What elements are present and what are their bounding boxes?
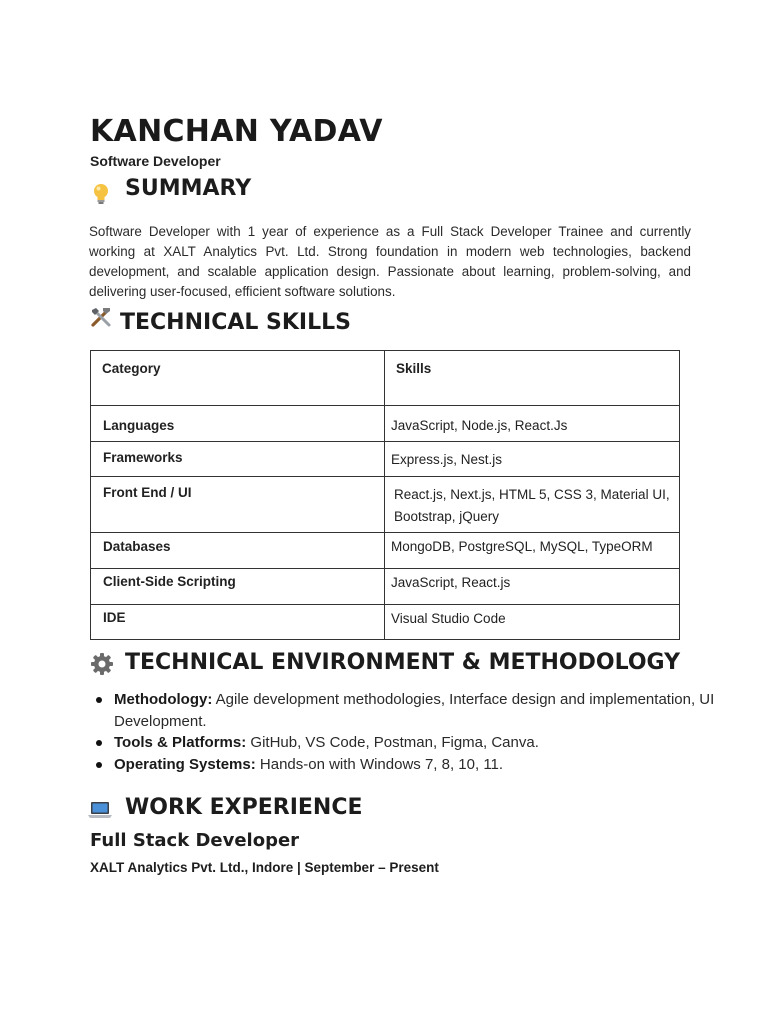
skill-category: Databases xyxy=(91,533,385,569)
table-row xyxy=(91,406,680,442)
table-row xyxy=(91,442,680,477)
table-row xyxy=(91,477,680,533)
skill-values: MongoDB, PostgreSQL, MySQL, TypeORM xyxy=(385,533,680,569)
summary-text: Software Developer with 1 year of experience as a Full Stack Developer Trainee and currently working at XALT Analytics Pvt. Ltd. Strong foundation in modern web technologies, backend development, and scalable application design. Passionate about learning, problem-solving, and delivering user-focused, efficient software solutions. xyxy=(89,224,691,299)
table-row xyxy=(91,533,680,569)
summary-heading: SUMMARY xyxy=(125,176,252,201)
skill-values: Visual Studio Code xyxy=(385,605,680,640)
item-label: Tools & Platforms: xyxy=(114,734,247,751)
skills-table xyxy=(90,350,680,640)
bullet-icon xyxy=(96,697,102,703)
skill-values: JavaScript, Node.js, React.Js xyxy=(385,406,680,442)
skills-heading: TECHNICAL SKILLS xyxy=(120,310,351,335)
skill-values: JavaScript, React.js xyxy=(385,569,680,605)
gear-icon xyxy=(90,652,114,676)
column-header-category: Category xyxy=(91,351,385,406)
skill-values: React.js, Next.js, HTML 5, CSS 3, Material UI, Bootstrap, jQuery xyxy=(385,477,680,533)
table-row xyxy=(91,569,680,605)
lightbulb-icon xyxy=(92,182,110,206)
skill-category: Front End / UI xyxy=(91,477,385,533)
job-company-line: XALT Analytics Pvt. Ltd., Indore | September – Present xyxy=(90,860,439,875)
item-text: GitHub, VS Code, Postman, Figma, Canva. xyxy=(250,734,539,751)
table-header-row xyxy=(91,351,680,406)
item-text: Hands-on with Windows 7, 8, 10, 11. xyxy=(259,755,504,773)
column-header-skills: Skills xyxy=(385,351,680,406)
table-row xyxy=(91,605,680,640)
skill-category: Frameworks xyxy=(91,442,385,477)
experience-heading: WORK EXPERIENCE xyxy=(125,795,363,820)
candidate-role: Software Developer xyxy=(90,153,221,169)
tools-icon xyxy=(89,305,113,329)
bullet-icon xyxy=(96,740,102,746)
environment-heading: TECHNICAL ENVIRONMENT & METHODOLOGY xyxy=(125,650,681,675)
job-title: Full Stack Developer xyxy=(90,830,300,851)
skill-category: IDE xyxy=(91,605,385,640)
item-label: Methodology: xyxy=(114,691,213,708)
candidate-name: KANCHAN YADAV xyxy=(90,114,383,149)
item-text: Agile development methodologies, Interface design and implementation, UI Development. xyxy=(114,691,715,730)
list-item xyxy=(96,732,756,754)
bullet-icon xyxy=(96,762,102,768)
list-item xyxy=(96,754,756,776)
skill-category: Languages xyxy=(91,406,385,442)
list-item xyxy=(96,689,756,732)
laptop-icon xyxy=(88,800,112,820)
item-label: Operating Systems: xyxy=(114,755,256,773)
skill-values: Express.js, Nest.js xyxy=(385,442,680,477)
skill-category: Client-Side Scripting xyxy=(91,569,385,605)
environment-list xyxy=(96,689,756,775)
